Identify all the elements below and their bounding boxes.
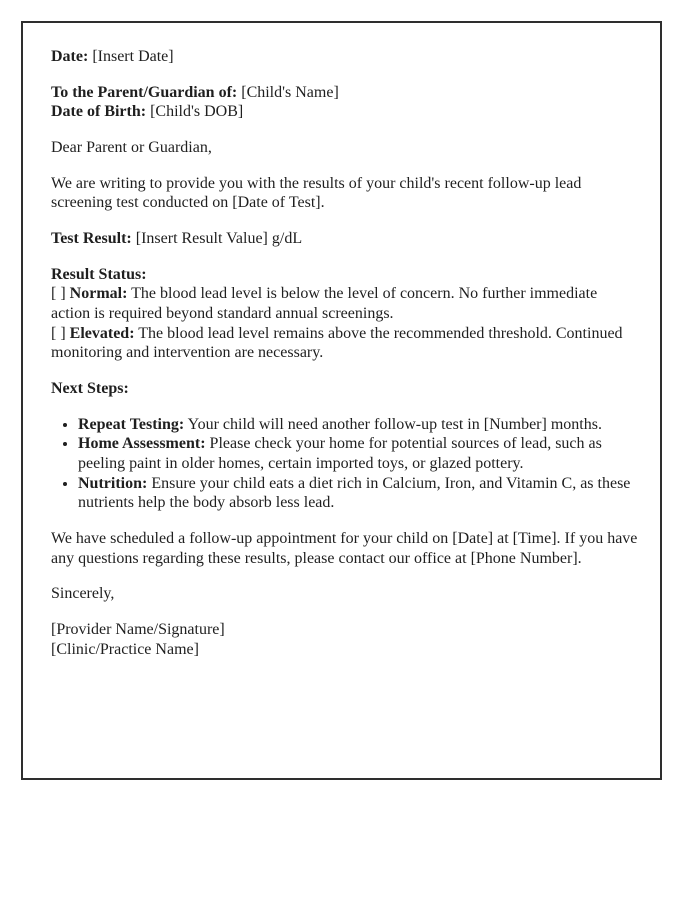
nutrition-text: Ensure your child eats a diet rich in Calcium, Iron, and Vitamin C, as these nutrients help the body absorb less lead. [78, 474, 631, 512]
date-label: Date: [51, 48, 89, 65]
nutrition-label: Nutrition: [78, 474, 148, 492]
recipient-label: To the Parent/Guardian of: [51, 83, 238, 101]
elevated-option-label: Elevated: [69, 324, 135, 342]
next-steps-heading-line [51, 379, 640, 399]
elevated-option-text: The blood lead level remains above the recommended threshold. Continued monitoring and intervention are necessary. [51, 324, 623, 362]
closing-paragraph: We have scheduled a follow-up appointment for your child on [Date] at [Time]. If you have any questions regarding these results, please contact our office at [Phone Number]. [51, 530, 638, 567]
recipient-block [51, 83, 640, 122]
test-result-line [51, 229, 640, 249]
next-steps-heading: Next Steps: [51, 380, 129, 398]
date-placeholder: [Insert Date] [92, 48, 174, 65]
recipient-placeholder: [Child's Name] [241, 83, 339, 101]
result-status-heading: Result Status: [51, 265, 147, 283]
letter-document [21, 21, 662, 780]
signoff: Sincerely, [51, 585, 115, 603]
clinic-name-placeholder: [Clinic/Practice Name] [51, 640, 199, 658]
next-steps-list [51, 415, 640, 513]
list-item [78, 474, 640, 513]
repeat-testing-label: Repeat Testing: [78, 415, 185, 433]
repeat-testing-text: Your child will need another follow-up test in [Number] months. [187, 415, 602, 433]
normal-option-text: The blood lead level is below the level of concern. No further immediate action is required beyond standard annual screenings. [51, 285, 598, 323]
home-assessment-text: Please check your home for potential sources of lead, such as peeling paint in older homes, certain imported toys, or glazed pottery. [78, 435, 602, 473]
home-assessment-label: Home Assessment: [78, 435, 206, 453]
intro-paragraph: We are writing to provide you with the results of your child's recent follow-up lead screening test conducted on [Date of Test]. [51, 174, 582, 212]
checkbox-elevated: [ ] [51, 324, 66, 342]
list-item [78, 415, 640, 435]
test-result-placeholder: [Insert Result Value] g/dL [135, 230, 303, 248]
date-line [51, 47, 640, 67]
signature-block [51, 620, 640, 659]
salutation: Dear Parent or Guardian, [51, 139, 212, 157]
dob-label: Date of Birth: [51, 103, 147, 121]
checkbox-normal: [ ] [51, 285, 66, 303]
dob-placeholder: [Child's DOB] [150, 103, 244, 121]
test-result-label: Test Result: [51, 230, 132, 248]
normal-option-label: Normal: [69, 285, 128, 303]
list-item [78, 434, 640, 473]
result-status-block [51, 265, 640, 363]
provider-signature-placeholder: [Provider Name/Signature] [51, 621, 225, 639]
